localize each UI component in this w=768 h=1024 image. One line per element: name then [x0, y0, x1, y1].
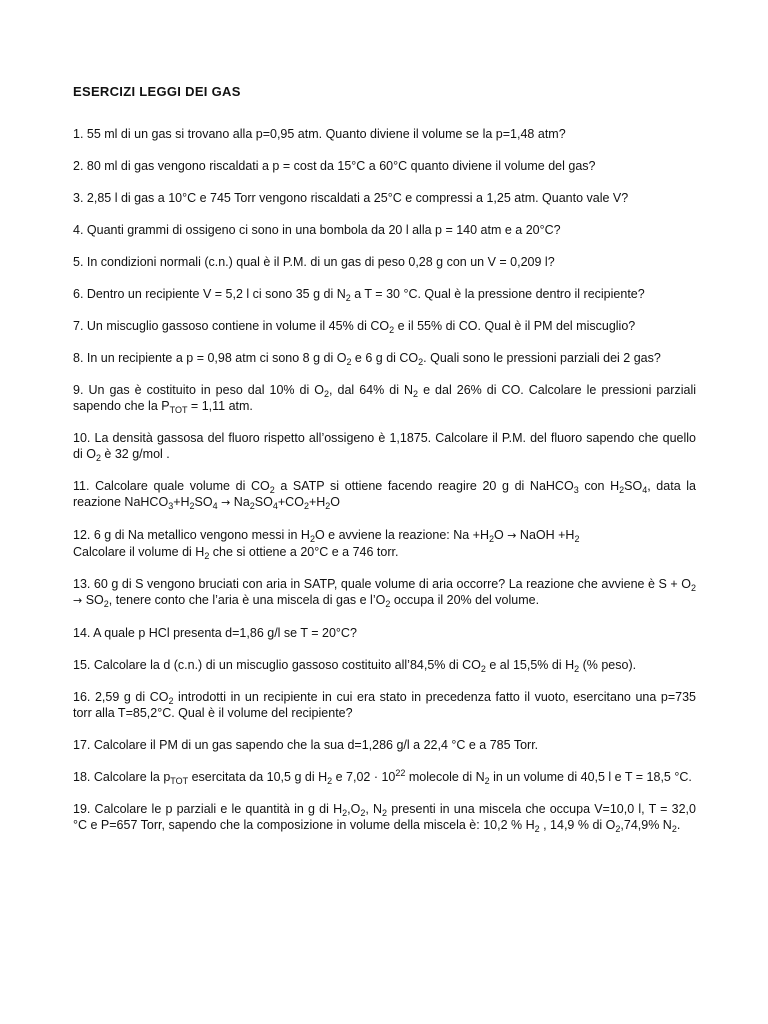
exercise-10: 10. La densità gassosa del fluoro rispetto all’ossigeno è 1,1875. Calcolare il P.M. del fluoro sapendo che quello di $O_2$ è 32 g/mol .	[73, 431, 696, 463]
exercise-list	[73, 126, 696, 833]
document-title: ESERCIZI LEGGI DEI GAS	[73, 84, 241, 99]
exercise-19: 19. Calcolare le p parziali e le quantità in g di $H_2,O_2$, $N_2$ presenti in una miscela che occupa V=10,0 l, T = 32,0 °C e P=657 Torr, sapendo che la composizione in volume della miscela è: 10,2 % $H_2$ , 14,9 % di $O_2,74,9\%$ $N_2$.	[73, 802, 696, 834]
exercise-11: 11. Calcolare quale volume di $CO_2$ a SATP si ottiene facendo reagire 20 g di NaHCO$_3$ con $H_2SO_4$, data la reazione $NaHCO_3+H_2SO_4 \to Na_2SO_4+CO_2+H_2O$	[73, 479, 696, 511]
exercise-14: 14. A quale p HCl presenta d=1,86 g/l se T = 20°C?	[73, 626, 357, 640]
exercise-9: 9. Un gas è costituito in peso dal 10% di $O_2$, dal 64% di $N_2$ e dal 26% di CO. Calcolare le pressioni parziali sapendo che la $P_{TOT} = 1,11$ atm.	[73, 383, 696, 415]
exercise-8: 8. In un recipiente a p = 0,98 atm ci sono 8 g di $O_2$ e 6 g di $CO_2$. Quali sono le pressioni parziali dei 2 gas?	[73, 351, 661, 367]
document-page	[73, 84, 696, 849]
exercise-7: 7. Un miscuglio gassoso contiene in volume il 45% di $CO_2$ e il 55% di CO. Qual è il PM del miscuglio?	[73, 319, 636, 335]
exercise-3: 3. 2,85 l di gas a 10°C e 745 Torr vengono riscaldati a 25°C e compressi a 1,25 atm. Quanto vale V?	[73, 191, 629, 205]
exercise-1: 1. 55 ml di un gas si trovano alla p=0,95 atm. Quanto diviene il volume se la p=1,48 atm?	[73, 127, 566, 141]
exercise-12: 12. 6 g di Na metallico vengono messi in $H_2O$ e avviene la reazione: $Na +H_2O$ → NaOH $+H_2$ Calcolare il volume di $H_2$ che si ottiene a 20°C e a 746 torr.	[73, 528, 580, 561]
exercise-6: 6. Dentro un recipiente V = 5,2 l ci sono 35 g di $N_2$ a T = 30 °C. Qual è la pressione dentro il recipiente?	[73, 287, 645, 303]
exercise-15: 15. Calcolare la d (c.n.) di un miscuglio gassoso costituito all’84,5% di $CO_2$ e al 15,5% di $H_2$ (% peso).	[73, 658, 637, 674]
exercise-2: 2. 80 ml di gas vengono riscaldati a p = cost da 15°C a 60°C quanto diviene il volume del gas?	[73, 159, 596, 173]
exercise-13: 13. 60 g di S vengono bruciati con aria in SATP, quale volume di aria occorre? La reazione che avviene è $S + O_2 \to SO_2$, tenere conto che l’aria è una miscela di gas e $l’O_2$ occupa il 20% del volume.	[73, 577, 696, 609]
exercise-18: 18. Calcolare la $p_{TOT}$ esercitata da 10,5 g di $H_2$ e $7,02 \cdot 10^{22}$ molecole di $N_2$ in un volume di 40,5 l e T = 18,5 °C.	[73, 768, 692, 786]
exercise-16: 16. 2,59 g di $CO_2$ introdotti in un recipiente in cui era stato in precedenza fatto il vuoto, esercitano una p=735 torr alla T=85,2°C. Qual è il volume del recipiente?	[73, 690, 696, 720]
exercise-4: 4. Quanti grammi di ossigeno ci sono in una bombola da 20 l alla p = 140 atm e a 20°C?	[73, 223, 561, 237]
exercise-17: 17. Calcolare il PM di un gas sapendo che la sua d=1,286 g/l a 22,4 °C e a 785 Torr.	[73, 738, 539, 752]
exercise-5: 5. In condizioni normali (c.n.) qual è il P.M. di un gas di peso 0,28 g con un V = 0,209 l?	[73, 255, 555, 269]
